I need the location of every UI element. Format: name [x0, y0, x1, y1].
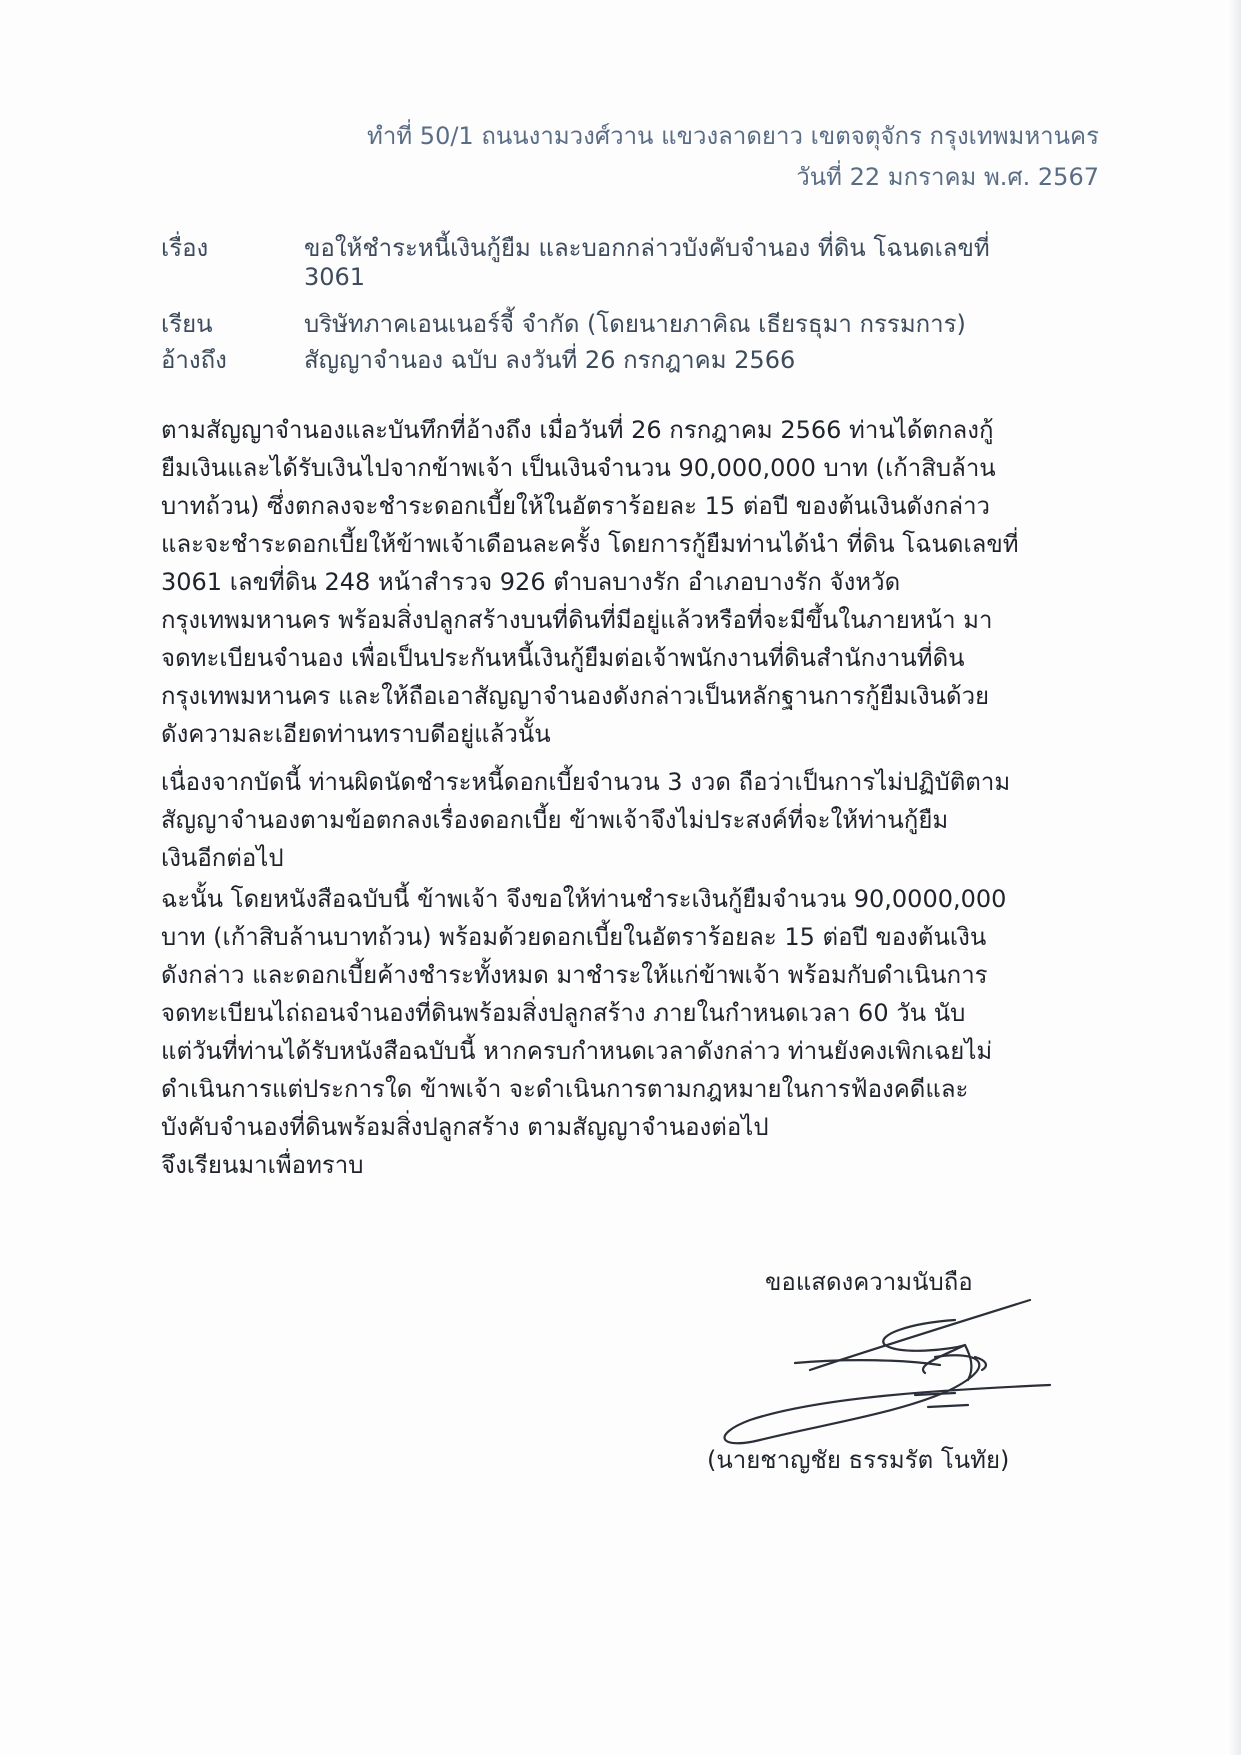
subject-line1: ขอให้ชำระหนี้เงินกู้ยืม และบอกกล่าวบังคับจำนอง ที่ดิน โฉนดเลขที่	[304, 234, 990, 262]
paragraph-line: บาท (เก้าสิบล้านบาทถ้วน) พร้อมด้วยดอกเบี้ยในอัตราร้อยละ 15 ต่อปี ของต้นเงิน	[161, 923, 987, 951]
paragraph-line: ตามสัญญาจำนองและบันทึกที่อ้างถึง เมื่อวันที่ 26 กรกฎาคม 2566 ท่านได้ตกลงกู้	[161, 416, 994, 444]
paragraph-line: และจะชำระดอกเบี้ยให้ข้าพเจ้าเดือนละครั้ง โดยการกู้ยืมท่านได้นำ ที่ดิน โฉนดเลขที่	[161, 530, 1019, 558]
paragraph-line: บังคับจำนองที่ดินพร้อมสิ่งปลูกสร้าง ตามสัญญาจำนองต่อไป	[161, 1113, 769, 1141]
paper-edge-shadow	[1227, 0, 1241, 1755]
paragraph-line: เงินอีกต่อไป	[161, 844, 284, 872]
paragraph-line: จดทะเบียนจำนอง เพื่อเป็นประกันหนี้เงินกู้ยืมต่อเจ้าพนักงานที่ดินสำนักงานที่ดิน	[161, 644, 965, 672]
reference-label: อ้างถึง	[161, 346, 227, 374]
paragraph-line: แต่วันที่ท่านได้รับหนังสือฉบับนี้ หากครบกำหนดเวลาดังกล่าว ท่านยังคงเพิกเฉยไม่	[161, 1037, 993, 1065]
paragraph-line: เนื่องจากบัดนี้ ท่านผิดนัดชำระหนี้ดอกเบี้ยจำนวน 3 งวด ถือว่าเป็นการไม่ปฏิบัติตาม	[161, 768, 1011, 796]
paragraph-2	[161, 763, 1010, 877]
paragraph-line: ดังกล่าว และดอกเบี้ยค้างชำระทั้งหมด มาชำระให้แก่ข้าพเจ้า พร้อมกับดำเนินการ	[161, 961, 988, 989]
paragraph-line: สัญญาจำนองตามข้อตกลงเรื่องดอกเบี้ย ข้าพเจ้าจึงไม่ประสงค์ที่จะให้ท่านกู้ยืม	[161, 806, 949, 834]
reference-value: สัญญาจำนอง ฉบับ ลงวันที่ 26 กรกฎาคม 2566	[304, 346, 796, 374]
paragraph-line: ฉะนั้น โดยหนังสือฉบับนี้ ข้าพเจ้า จึงขอให้ท่านชำระเงินกู้ยืมจำนวน 90,0000,000	[161, 885, 1007, 913]
paragraph-1	[161, 411, 1019, 753]
paragraph-line: จดทะเบียนไถ่ถอนจำนองที่ดินพร้อมสิ่งปลูกสร้าง ภายในกำหนดเวลา 60 วัน นับ	[161, 999, 966, 1027]
recipient-label: เรียน	[161, 310, 213, 338]
recipient-value: บริษัทภาคเอนเนอร์จี้ จำกัด (โดยนายภาคิณ เธียรธุมา กรรมการ)	[304, 310, 966, 338]
handwritten-signature	[700, 1295, 1070, 1445]
subject-line2: 3061	[304, 263, 366, 291]
subject-label: เรื่อง	[161, 234, 209, 262]
paragraph-line: 3061 เลขที่ดิน 248 หน้าสำรวจ 926 ตำบลบางรัก อำเภอบางรัก จังหวัด	[161, 568, 901, 596]
paragraph-line: บาทถ้วน) ซึ่งตกลงจะชำระดอกเบี้ยให้ในอัตราร้อยละ 15 ต่อปี ของต้นเงินดังกล่าว	[161, 492, 991, 520]
closing-greeting: ขอแสดงความนับถือ	[765, 1268, 973, 1296]
paragraph-line: ดังความละเอียดท่านทราบดีอยู่แล้วนั้น	[161, 720, 551, 748]
paragraph-line: กรุงเทพมหานคร พร้อมสิ่งปลูกสร้างบนที่ดินที่มีอยู่แล้วหรือที่จะมีขึ้นในภายหน้า มา	[161, 606, 993, 634]
paragraph-line: ยืมเงินและได้รับเงินไปจากข้าพเจ้า เป็นเงินจำนวน 90,000,000 บาท (เก้าสิบล้าน	[161, 454, 996, 482]
paragraph-line: ดำเนินการแต่ประการใด ข้าพเจ้า จะดำเนินการตามกฎหมายในการฟ้องคดีและ	[161, 1075, 969, 1103]
paragraph-line: จึงเรียนมาเพื่อทราบ	[161, 1151, 364, 1179]
paragraph-line: กรุงเทพมหานคร และให้ถือเอาสัญญาจำนองดังกล่าวเป็นหลักฐานการกู้ยืมเงินด้วย	[161, 682, 990, 710]
letter-date: วันที่ 22 มกราคม พ.ศ. 2567	[796, 163, 1099, 191]
sender-address: ทำที่ 50/1 ถนนงามวงศ์วาน แขวงลาดยาว เขตจตุจักร กรุงเทพมหานคร	[367, 122, 1099, 150]
signer-name: (นายชาญชัย ธรรมรัต โนทัย)	[707, 1446, 1010, 1474]
paragraph-3	[161, 880, 1006, 1184]
